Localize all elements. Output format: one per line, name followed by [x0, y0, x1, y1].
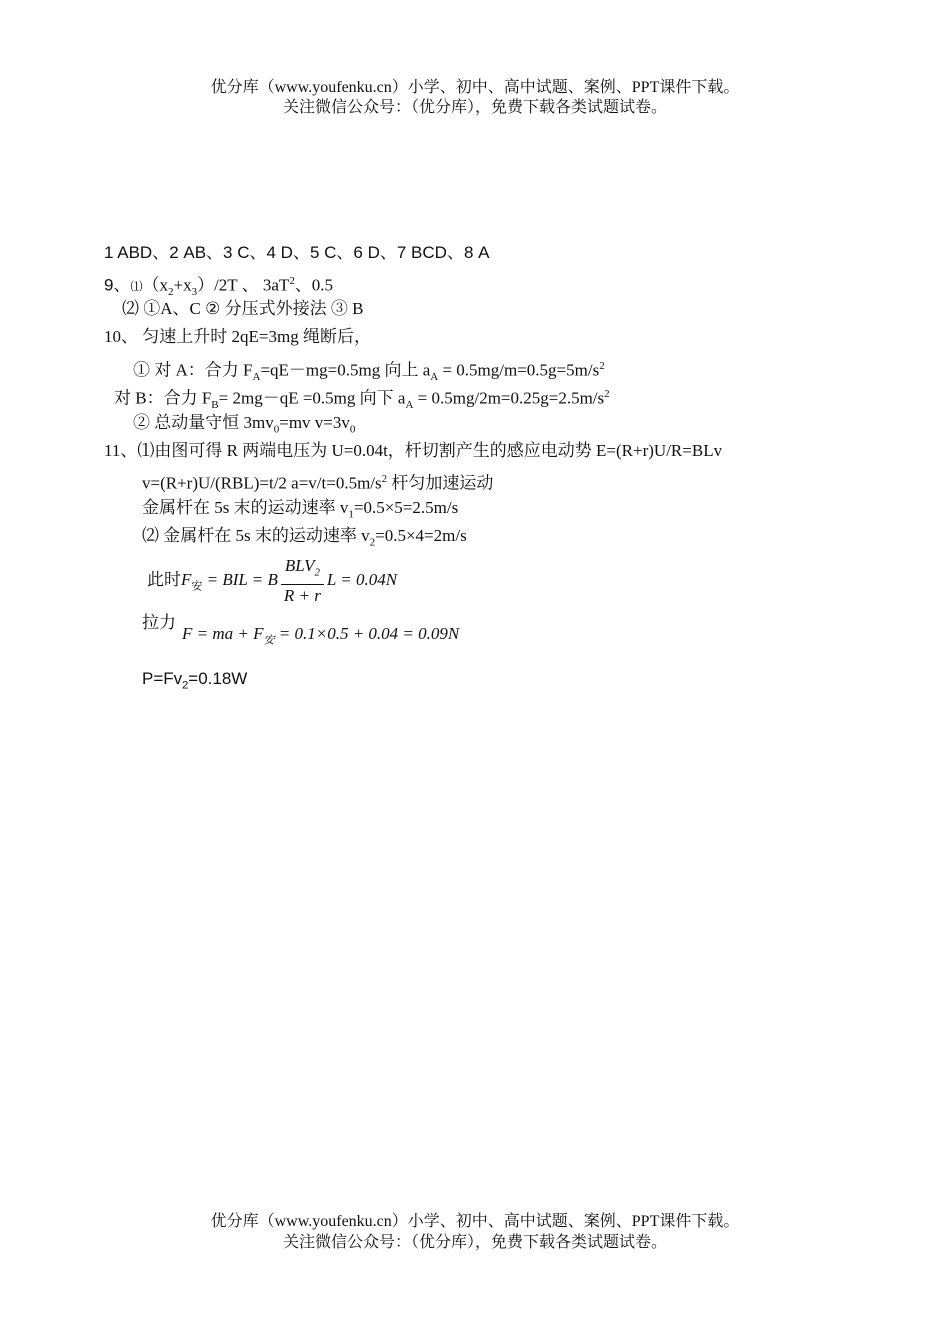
footer-line-2: 关注微信公众号：（优分库），免费下载各类试题试卷。: [282, 1234, 667, 1251]
q11-velocity-1: 金属杆在 5s 末的运动速率 $v_1=0.5\times 5=2.5m/s$: [142, 498, 459, 521]
footer-line-1: 优分库（www.youfenku.cn）小学、初中、高中试题、案例、PPT课件下载。: [210, 1213, 740, 1230]
q9-label: 9、: [104, 275, 131, 295]
fraction: $\frac{BLV_2}{R + r}$: [281, 555, 324, 606]
ampere-force-equation: 此时$F_安$ = BIL = B $\frac{BLV_2}{R + r}$ L = 0.04N: [147, 556, 398, 605]
header-line-2: 关注微信公众号：（优分库），免费下载各类试题试卷。: [282, 99, 667, 116]
power-result: $P=Fv_2=0.18W$: [142, 669, 248, 692]
q11-velocity-2: ⑵ 金属杆在 5s 末的运动速率 $v_2=0.5\times 4=2m/s$: [142, 526, 467, 549]
pull-force-label: 拉力: [142, 613, 176, 632]
q10-object-a: ① 对 A：合力 $F_A=qE-mg=0.5mg$ 向上 $a_A = 0.5mg/m=0.5g=5m/s^2$: [133, 360, 605, 384]
multiple-choice-answers: 1 ABD、2 AB、3 C、4 D、5 C、6 D、7 BCD、8 A: [104, 243, 490, 262]
q9-part2: ⑵ ①A、C ② 分压式外接法 ③ B: [122, 299, 364, 318]
pull-force-equation: F = ma + $F_安 = 0.1\times 0.5 + 0.04 = 0.09N$: [182, 624, 460, 647]
q10-heading: 10、 匀速上升时 2qE=3mg 绳断后，: [104, 327, 371, 346]
header-line-1: 优分库（www.youfenku.cn）小学、初中、高中试题、案例、PPT课件下载。: [210, 79, 740, 96]
q10-object-b: 对 B：合力 $F_B= 2mg-qE =0.5mg$ 向下 $a_A = 0.5mg/2m=0.25g=2.5m/s^2$: [114, 388, 610, 412]
q11-heading: 11、⑴由图可得 R 两端电压为 U=0.04t，杆切割产生的感应电动势 E=(R+r)U/R=BLv: [104, 441, 723, 460]
q11-acceleration: v=(R+r)U/(RBL)=t/2 $a=v/t=0.5m/s^2$ 杆匀加速运动: [142, 473, 494, 493]
q10-momentum: ② 总动量守恒 $3mv_0=mv$ $v=3v_0$: [133, 413, 356, 436]
q9-part1: 9、$⑴(x_2+x_3)/2T$ 、 $3aT^2$、0.5: [104, 275, 334, 299]
